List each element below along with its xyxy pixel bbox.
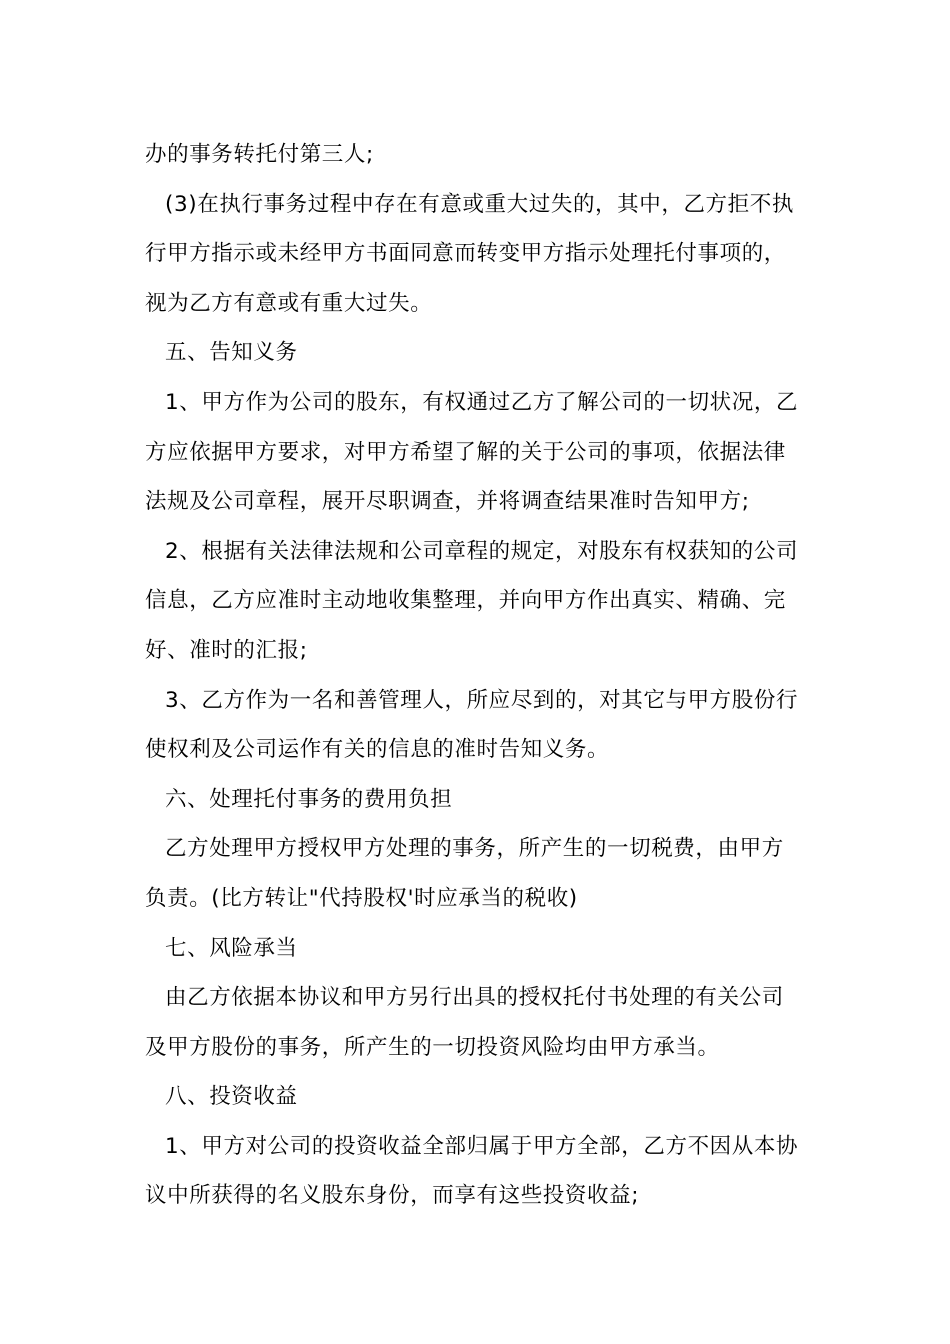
text-line: 负责。(比方转让"代持股权'时应承当的税收) xyxy=(145,885,578,911)
text-line: 信息，乙方应准时主动地收集整理，并向甲方作出真实、精确、完 xyxy=(145,588,786,614)
text-line: 乙方处理甲方授权甲方处理的事务，所产生的一切税费，由甲方 xyxy=(165,836,784,862)
text-line: 好、准时的汇报; xyxy=(145,637,308,663)
text-line: 3、乙方作为一名和善管理人，所应尽到的，对其它与甲方股份行 xyxy=(165,687,799,713)
document-body xyxy=(145,130,810,1221)
text-line: 方应依据甲方要求，对甲方希望了解的关于公司的事项，依据法律 xyxy=(145,439,786,465)
section-heading: 六、处理托付事务的费用负担 xyxy=(165,786,453,812)
text-line: 办的事务转托付第三人; xyxy=(145,142,374,167)
text-line: 1、甲方作为公司的股东，有权通过乙方了解公司的一切状况，乙 xyxy=(165,389,799,415)
section-heading: 七、风险承当 xyxy=(165,935,298,961)
text-line: 议中所获得的名义股东身份，而享有这些投资收益; xyxy=(145,1183,640,1209)
text-line: 视为乙方有意或有重大过失。 xyxy=(145,290,433,316)
text-line: 法规及公司章程，展开尽职调查，并将调查结果准时告知甲方; xyxy=(145,489,750,515)
text-line: 2、根据有关法律法规和公司章程的规定，对股东有权获知的公司 xyxy=(165,538,799,564)
text-line: 由乙方依据本协议和甲方另行出具的授权托付书处理的有关公司 xyxy=(165,985,784,1011)
text-line: 及甲方股份的事务，所产生的一切投资风险均由甲方承当。 xyxy=(145,1034,720,1060)
text-line: 1、甲方对公司的投资收益全部归属于甲方全部，乙方不因从本协 xyxy=(165,1133,799,1159)
text-line: 行甲方指示或未经甲方书面同意而转变甲方指示处理托付事项的， xyxy=(145,241,786,267)
text-line: (3)在执行事务过程中存在有意或重大过失的，其中，乙方拒不执 xyxy=(165,191,794,217)
section-heading: 五、告知义务 xyxy=(165,340,298,366)
section-heading: 八、投资收益 xyxy=(165,1084,298,1110)
text-line: 使权利及公司运作有关的信息的准时告知义务。 xyxy=(145,737,610,763)
